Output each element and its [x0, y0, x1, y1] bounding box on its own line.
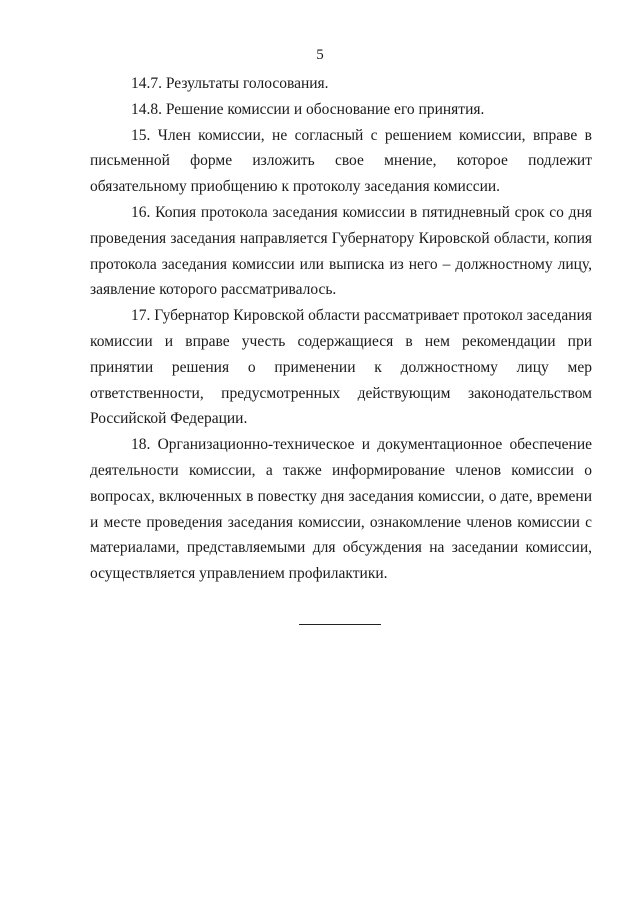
document-body — [90, 71, 592, 587]
paragraph-18: 18. Организационно-техническое и документационное обеспечение деятельности комиссии, а также информирование членов комиссии о вопросах, включенных в повестку дня заседания комиссии, о дате, времени и месте проведения заседания комиссии, ознакомление членов комиссии с материалами, представляемыми для обсуждения на заседании комиссии, осуществляется управлением профилактики. — [90, 436, 592, 583]
paragraph-17: 17. Губернатор Кировской области рассматривает протокол заседания комиссии и вправе учесть содержащиеся в нем рекомендации при принятии решения о применении к должностному лицу мер ответственности, предусмотренных действующим законодательством Российской Федерации. — [90, 307, 592, 428]
paragraph-15: 15. Член комиссии, не согласный с решением комиссии, вправе в письменной форме изложить свое мнение, которое подлежит обязательному приобщению к протоколу заседания комиссии. — [90, 126, 592, 196]
paragraph-14-7: 14.7. Результаты голосования. — [131, 75, 329, 92]
end-separator-line — [299, 624, 381, 625]
page-number: 5 — [316, 47, 324, 63]
paragraph-14-8: 14.8. Решение комиссии и обоснование его принятия. — [131, 100, 485, 118]
paragraph-16: 16. Копия протокола заседания комиссии в пятидневный срок со дня проведения заседания направляется Губернатору Кировской области, копия протокола заседания комиссии или выписка из него – должностному лицу, заявление которого рассматривалось. — [90, 203, 592, 299]
